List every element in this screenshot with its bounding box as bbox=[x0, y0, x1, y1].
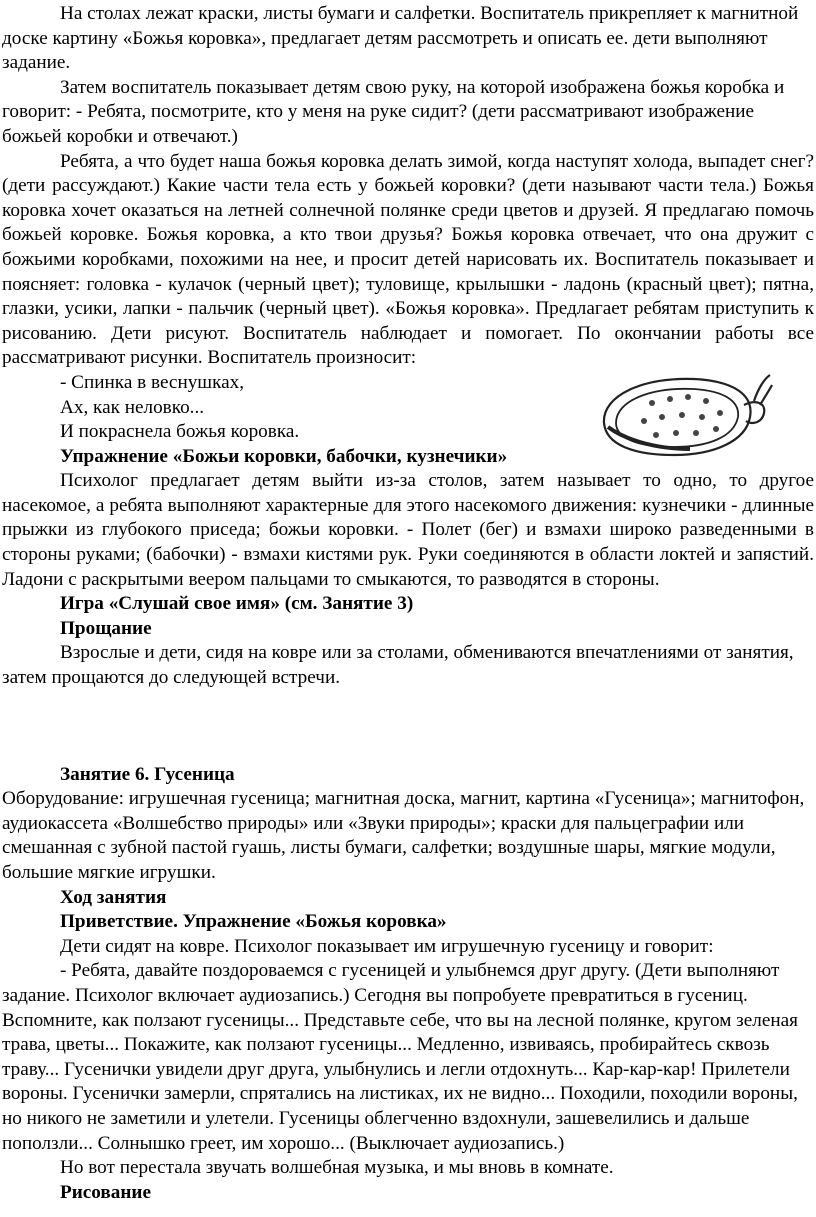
paragraph-music-stopped: Но вот перестала звучать волшебная музыка, и мы вновь в комнате. bbox=[60, 1157, 614, 1179]
poem-line-3: И покраснела божья коровка. bbox=[60, 421, 300, 443]
heading-drawing: Рисование bbox=[60, 1181, 151, 1203]
heading-farewell: Прощание bbox=[60, 617, 152, 639]
section-gap bbox=[2, 691, 814, 763]
heading-course: Ход занятия bbox=[60, 886, 167, 908]
heading-game-name: Игра «Слушай свое имя» (см. Занятие 3) bbox=[60, 593, 414, 615]
ladybug-drawing-icon bbox=[594, 365, 774, 461]
poem-block bbox=[2, 371, 814, 445]
paragraph-teacher-hand: Затем воспитатель показывает детям свою руку, на которой изображена божья коробка и говорит: - Ребята, посмотрите, кто у меня на руке сидит? (дети рассматривают изображение божьей коробки и отвечают.) bbox=[2, 76, 785, 147]
paragraph-insect-movements: Психолог предлагает детям выйти из-за столов, затем называет то одно, то другое насекомое, а ребята выполняют характерные для этого насекомого движения: кузнечики - длинные прыжки из глубокого приседа; божьи коровки. - Полет (бег) и взмахи широко разведенными в стороны руками; (бабочки) - взмахи кистями рук. Руки соединяются в области локтей и запястий. Ладони с раскрытыми веером пальцами то смыкаются, то разводятся в стороны. bbox=[2, 470, 814, 590]
poem-line-2: Ах, как неловко... bbox=[60, 396, 205, 418]
paragraph-ladybug-winter: Ребята, а что будет наша божья коровка делать зимой, когда наступят холода, выпадет снег? (дети рассуждают.) Какие части тела есть у божьей коровки? (дети называют части тела.) Божья коровка хочет оказаться на летней солнечной полянке среди цветов и друзей. Я предлагаю помочь божьей коровке. Божья коровка, а кто твои друзья? Божья коровка отвечает, что она дружит с божьими коробками, похожими на нее, и просит детей нарисовать их. Воспитатель показывает и поясняет: головка - кулачок (черный цвет); туловище, крылышки - ладонь (красный цвет); пятна, глазки, усики, лапки - пальчик (черный цвет). «Божья коровка». Предлагает ребятам приступить к рисованию. Дети рисуют. Воспитатель наблюдает и помогает. По окончании работы все рассматривают рисунки. Воспитатель произносит: bbox=[2, 150, 814, 369]
paragraph-equipment: Оборудование: игрушечная гусеница; магнитная доска, магнит, картина «Гусеница»; магнитофон, аудиокассета «Волшебство природы» или «Звуки природы»; краски для пальцеграфии или смешанная с зубной пастой гуашь, листы бумаги, салфетки; воздушные шары, мягкие модули, большие мягкие игрушки. bbox=[2, 788, 805, 883]
paragraph-children-carpet: Дети сидят на ковре. Психолог показывает им игрушечную гусеницу и говорит: bbox=[60, 935, 714, 957]
paragraph-farewell: Взрослые и дети, сидя на ковре или за столами, обмениваются впечатлениями от занятия, затем прощаются до следующей встречи. bbox=[2, 642, 794, 689]
paragraph-caterpillar-game: - Ребята, давайте поздороваемся с гусеницей и улыбнемся друг другу. (Дети выполняют задание. Психолог включает аудиозапись.) Сегодня вы попробуете превратиться в гусениц. Вспомните, как ползают гусеницы... Представьте себе, что вы на лесной полянке, кругом зеленая трава, цветы... Покажите, как ползают гусеницы... Медленно, извиваясь, пробирайтесь сквозь траву... Гусенички увидели друг друга, улыбнулись и легли отдохнуть... Кар-кар-кар! Прилетели вороны. Гусенички замерли, спрятались на листиках, их не видно... Походили, походили вороны, но никого не заметили и улетели. Гусеницы облегченно вздохнули, зашевелились и дальше поползли... Солнышко греет, им хорошо... (Выключает аудиозапись.) bbox=[2, 960, 798, 1154]
poem-line-1: - Спинка в веснушках, bbox=[60, 371, 245, 393]
heading-exercise-insects: Упражнение «Божьи коровки, бабочки, кузнечики» bbox=[60, 445, 508, 467]
heading-lesson-6: Занятие 6. Гусеница bbox=[60, 763, 235, 785]
paragraph-table-materials: На столах лежат краски, листы бумаги и салфетки. Воспитатель прикрепляет к магнитной доске картину «Божья коровка», предлагает детям рассмотреть и описать ее. дети выполняют задание. bbox=[2, 3, 799, 74]
heading-greeting: Приветствие. Упражнение «Божья коровка» bbox=[60, 911, 447, 933]
